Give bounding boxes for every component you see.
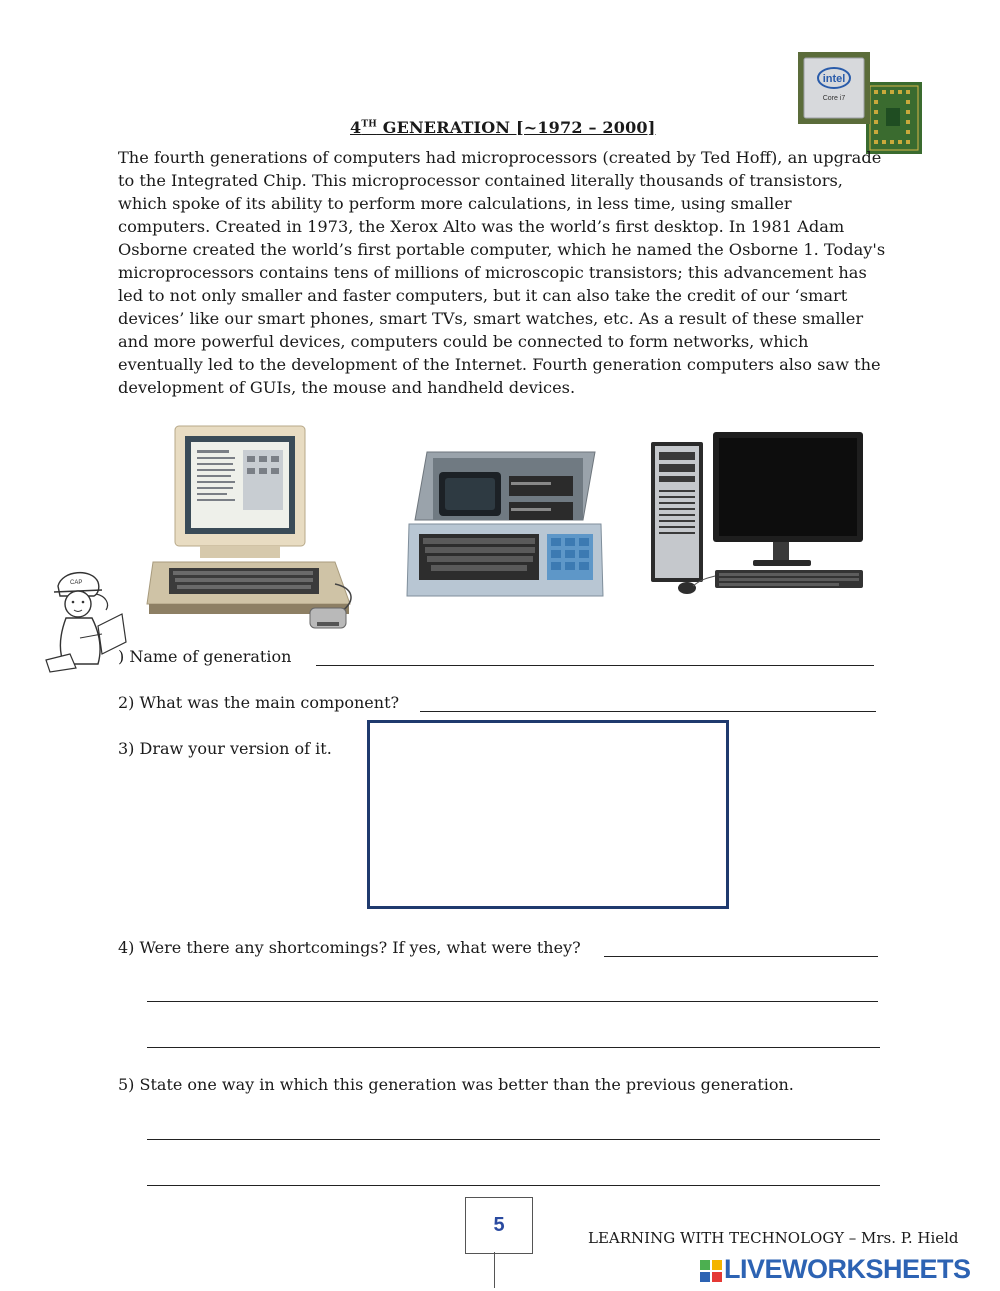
- shortcomings-input-line-1[interactable]: [604, 935, 878, 957]
- intel-chip-image: [796, 50, 926, 158]
- page-number-box: [465, 1197, 533, 1254]
- shortcomings-input-line-3[interactable]: [147, 1026, 880, 1048]
- question-3-label: 3) Draw your version of it.: [118, 739, 332, 758]
- desktop-computer-image: [645, 428, 870, 598]
- name-of-generation-input[interactable]: [316, 644, 874, 666]
- question-1-label: ) Name of generation: [118, 647, 292, 666]
- liveworksheets-logo[interactable]: LIVEWORKSHEETS: [724, 1254, 971, 1284]
- page-title: 4TH GENERATION [~1972 – 2000]: [350, 118, 656, 137]
- cartoon-boy-image: [40, 564, 130, 674]
- xerox-alto-image: [145, 422, 367, 632]
- better-than-previous-input-line-2[interactable]: [147, 1164, 880, 1186]
- cap-text: CAP: [70, 580, 83, 586]
- shortcomings-input-line-2[interactable]: [147, 980, 878, 1002]
- question-4-label: 4) Were there any shortcomings? If yes, what were they?: [118, 938, 581, 957]
- liveworksheets-logo-mark: [700, 1260, 722, 1282]
- page-number-divider: [494, 1252, 495, 1288]
- footer-credit: LEARNING WITH TECHNOLOGY – Mrs. P. Hield: [588, 1229, 959, 1247]
- page-number: 5: [493, 1214, 505, 1236]
- body-paragraph: The fourth generations of computers had microprocessors (created by Ted Hoff), an upgrade to the Integrated Chip. This microprocessor contained literally thousands of transistors, which spoke of its ability to perform more calculations, in less time, using smaller computers. Created in 1973, the Xerox Alto was the world’s first desktop. In 1981 Adam Osborne created the world’s first portable computer, which he named the Osborne 1. Today's microprocessors contains tens of millions of microscopic transistors; this advancement has led to not only smaller and faster computers, but it can also take the credit of our ‘smart devices’ like our smart phones, smart TVs, smart watches, etc. As a result of these smaller and more powerful devices, computers could be connected to form networks, which eventually led to the development of the Internet. Fourth generation computers also saw the development of GUIs, the mouse and handheld devices.: [118, 148, 886, 397]
- better-than-previous-input-line-1[interactable]: [147, 1118, 880, 1140]
- intel-brand-text: intel: [822, 73, 846, 85]
- osborne-portable-image: [405, 446, 605, 606]
- main-component-input[interactable]: [420, 690, 876, 712]
- drawing-box[interactable]: [367, 720, 729, 909]
- question-5-label: 5) State one way in which this generation was better than the previous generation.: [118, 1075, 794, 1094]
- intel-model-text: Core i7: [822, 95, 846, 102]
- question-2-label: 2) What was the main component?: [118, 693, 400, 712]
